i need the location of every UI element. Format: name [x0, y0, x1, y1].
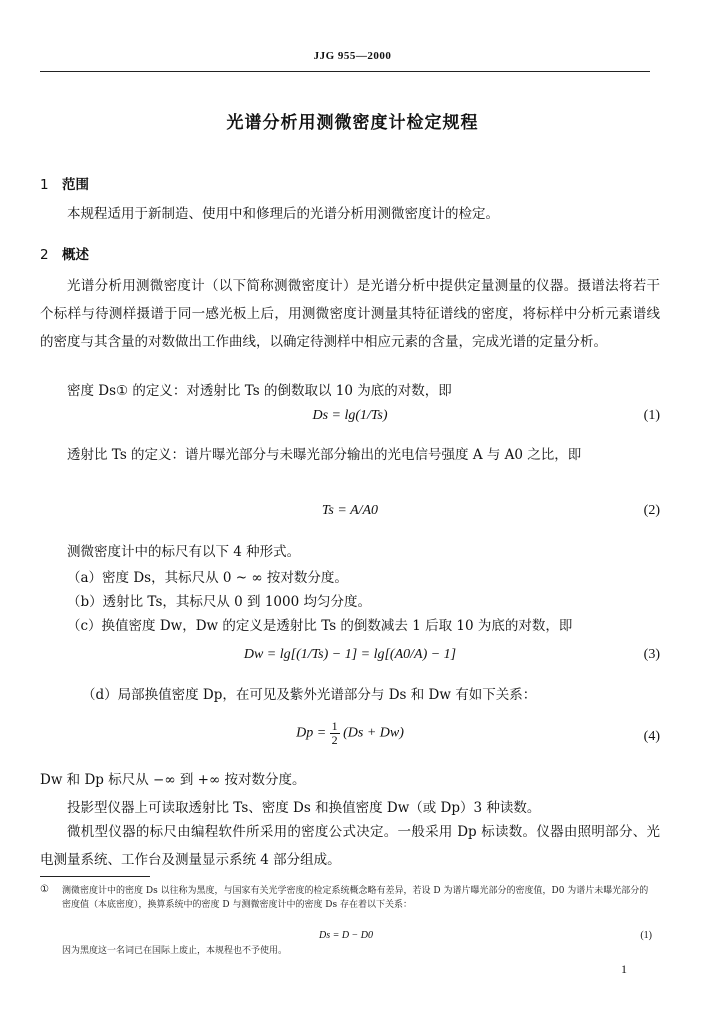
equation-number: (2): [643, 503, 660, 518]
footnote-equation-expression: Ds = D − D0: [318, 930, 374, 941]
footnote-rule: [40, 876, 150, 877]
equation-expression: [40, 720, 660, 747]
section-number: 1: [40, 177, 49, 193]
section-number: 2: [40, 247, 49, 263]
equation-lhs: Dp =: [296, 725, 327, 741]
density-definition: 密度 Ds① 的定义：对透射比 Ts 的倒数取以 10 为底的对数，即: [67, 383, 452, 399]
standard-code-header: JJG 955—2000: [313, 50, 392, 62]
footnote-mark: ①: [40, 884, 49, 895]
fraction: [330, 720, 340, 747]
fraction-denominator: 2: [331, 733, 338, 747]
section-2-heading: [40, 243, 89, 263]
scale-note: Dw 和 Dp 标尺从 −∞ 到 +∞ 按对数分度。: [40, 772, 306, 788]
scale-item-b: （b）透射比 Ts，其标尺从 0 到 1000 均匀分度。: [67, 594, 371, 610]
equation-rhs: (Ds + Dw): [343, 725, 404, 741]
transmittance-definition: 透射比 Ts 的定义：谱片曝光部分与未曝光部分输出的光电信号强度 A 与 A0 之比，即: [67, 447, 582, 463]
equation-number: (4): [643, 729, 660, 744]
scale-item-c: （c）换值密度 Dw，Dw 的定义是透射比 Ts 的倒数减去 1 后取 10 为底的对数，即: [67, 618, 573, 634]
equation-expression: Ts = A/A0: [321, 503, 379, 518]
equation-number: (1): [643, 408, 660, 423]
footnote-equation-number: (1): [640, 930, 652, 941]
scope-paragraph: 本规程适用于新制造、使用中和修理后的光谱分析用测微密度计的检定。: [67, 206, 499, 222]
document-title: 光谱分析用测微密度计检定规程: [226, 113, 479, 133]
page-number: 1: [621, 962, 627, 976]
section-title: 范围: [62, 177, 89, 193]
projection-paragraph: 投影型仪器上可读取透射比 Ts、密度 Ds 和换值密度 Dw（或 Dp）3 种读数。: [67, 800, 541, 816]
microcomputer-paragraph: 微机型仪器的标尺由编程软件所采用的密度公式决定。一般采用 Dp 标读数。仪器由照明部分、光电测量系统、工作台及测量显示系统 4 部分组成。: [40, 824, 660, 868]
overview-paragraph: 光谱分析用测微密度计（以下简称测微密度计）是光谱分析中提供定量测量的仪器。摄谱法将若干个标样与待测样摄谱于同一感光板上后，用测微密度计测量其特征谱线的密度，将标样中分析元素谱线的密度与其含量的对数做出工作曲线，以确定待测样中相应元素的含量，完成光谱的定量分析。: [40, 278, 660, 350]
fraction-numerator: 1: [331, 719, 338, 733]
section-title: 概述: [62, 247, 89, 263]
section-1-heading: [40, 173, 89, 193]
equation-expression: Dw = lg[(1/Ts) − 1] = lg[(A0/A) − 1]: [243, 647, 457, 662]
equation-number: (3): [643, 647, 660, 662]
footnote-text: 测微密度计中的密度 Ds 以往称为黑度，与国家有关光学密度的检定系统概念略有差异，若设 D 为谱片曝光部分的密度值，D0 为谱片未曝光部分的密度值（本底密度），换算系统中的密度 D 与测微密度计中的密度 Ds 存在着以下关系：: [62, 886, 649, 910]
equation-expression: Ds = lg(1/Ts): [312, 408, 388, 423]
header-rule: [40, 71, 650, 72]
scale-intro: 测微密度计中的标尺有以下 4 种形式。: [67, 544, 301, 560]
scale-item-d: （d）局部换值密度 Dp，在可见及紫外光谱部分与 Ds 和 Dw 有如下关系：: [82, 687, 537, 703]
scale-item-a: （a）密度 Ds，其标尺从 0 ~ ∞ 按对数分度。: [67, 570, 348, 586]
footnote-text-2: 因为黑度这一名词已在国际上废止，本规程也不予使用。: [62, 946, 288, 956]
